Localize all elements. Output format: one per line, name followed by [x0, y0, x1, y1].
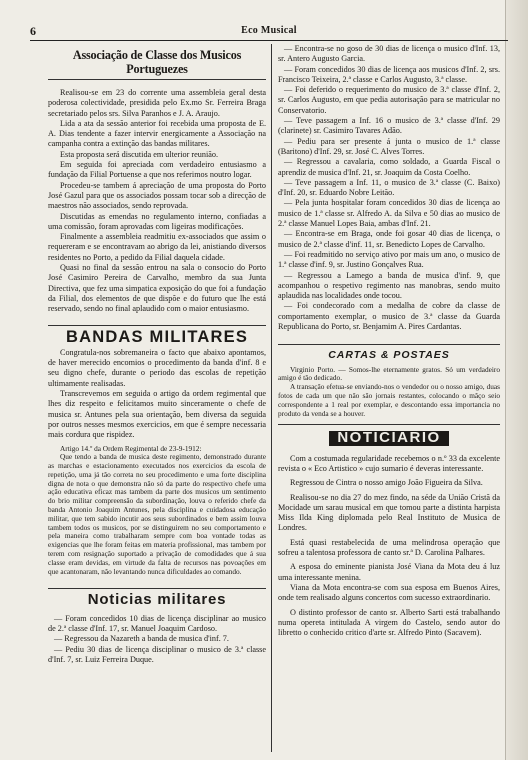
cartas-postaes-title: CARTAS & POSTAES	[278, 344, 500, 360]
cartas-paragraph: A transação efetua-se enviando-nos o vendedor ou o nosso amigo, duas fotos de cada um que não são jornais restantes, colocando o mãço seio correspondente a 1 real por exemplar, e descontando essa importancia no produto da venda se a houver.	[278, 382, 500, 418]
mil-item: — Encontra-se em Braga, onde foi gosar 40 dias de licença, o musico de 2.ª classe d'inf. 11, sr. Benedicto Lopes de Carvalho.	[278, 229, 500, 249]
mil-item: — Teve passagem a Inf. 11, o musico de 3.ª classe (C. Baixo) d'Inf. 20, sr. Eduardo Nobre Leitão.	[278, 177, 500, 198]
ordem-heading: Artigo 14.º da Ordem Regimental de 23-9-1912:	[60, 443, 202, 453]
page-header	[30, 22, 508, 41]
noticiario-paragraph: Com a costumada regularidade recebemos o n.º 33 da excelente revista o « Eco Artistico » cujo sumario é deveras interessante.	[278, 453, 500, 473]
mil-item: — Foi condecorado com a medalha de cobre da classe de comportamento exemplar, o musico de 3.ª classe da Guarda Republicana do Porto, sr. Benjamim A. Pires Cardantas.	[278, 301, 500, 332]
next-page-edge	[505, 0, 528, 760]
mil-item: — Encontra-se no goso de 30 dias de licença o musico d'Inf. 13, sr. Antero Augusto Garcia.	[278, 44, 500, 64]
assoc-paragraph: Procedeu-se tambem á apreciação de uma proposta do Porto José Gazul para que os associados possam tocar sob a direcção de maestros não associados, sendo reprovada.	[48, 180, 266, 211]
assoc-paragraph: Esta proposta será discutida em ulterior reunião.	[60, 149, 219, 159]
right-column	[278, 44, 500, 638]
noticias-militares-title: Noticias militares	[48, 588, 266, 605]
ordem-text: Que tendo a banda de musica deste regimento, demonstrado durante as marchas e estacionamento executados nos exercicios da escola de repetição, uma já tão correta no seu procedimento e uma forte disciplina digna de nota o que demonstra não só da parte do respectivo chefe uma ação educativa eficaz mas tambem da parte dos musicos um sentimento do brio militar compreensão da subordinação, louva o referido chefe da banda Antonio Joaquim Antunes, pela disciplina e cuidadosa educação militar, que tem sabido incutir aos seus subordinados e bem assim louva tambem todos os musicos, por se distinguirem no seu comportamento e pela maneira como trabalharam sempre com boa vontade todas as exigencias que lhe foram feitas em materia profissional, mas tambem por terem com resignação suportado a privação de comodidades que á sua classe eram devidas, em virtude da falta de recursos nas povoações em que acantonaram, não levantando nunca dificuldades ao comando.	[48, 452, 266, 576]
assoc-paragraph: Discutidas as emendas no regulamento interno, confiadas a uma comissão, foram aprovadas com ligeiras modificações.	[48, 211, 266, 231]
noticiario-paragraph: Realisou-se no dia 27 do mez findo, na séde da União Cristã da Mocidade um sarau musical em que tomou parte a distinta harpista Miss Ilda King diplomada pelo Real Instituto de Musica de Londres.	[278, 492, 500, 533]
bandas-paragraph: Transcrevemos em seguida o artigo da ordem regimental que lhes diz respeito e felicitamos muito sinceramente o chefe de musica sr. Antunes pela sua orientação, bem diversa da seguida por outros nesses mesmos exercicios, em que é sempre necessaria mais cordura que rispidez.	[48, 389, 266, 440]
mil-item: — Regressou a cavalaria, como soldado, a Guarda Fiscal o aprendiz de musica d'Inf. 21, sr. Joaquim da Costa Coelho.	[278, 157, 500, 177]
militares-item: — Regressou da Nazareth a banda de musica d'inf. 7.	[54, 634, 229, 644]
bandas-paragraph: Congratula-nos sobremaneira o facto que abaixo apontamos, de haver merecido encomios o procedimento da banda d'inf. 8 e seu digno chefe, durante o periodo das escolas de repetição ultimamente realisadas.	[48, 347, 266, 388]
assoc-paragraph: Em seguida foi apreciada com verdadeiro entusiasmo a fundação da Filial Portuense a que nos referimos noutro logar.	[48, 160, 266, 180]
cartas-paragraph: Virginio Porto. — Somos-lhe eternamente gratos. Só um verdadeiro amigo é tão dedicado.	[278, 364, 500, 383]
page-number: 6	[30, 24, 36, 38]
noticiario-paragraph: Está quasi restabelecida de uma melindrosa operação que sofreu a talentosa professora de canto sr.ª D. Carolina Palhares.	[278, 537, 500, 558]
bandas-militares-title: BANDAS MILITARES	[48, 325, 266, 342]
mil-item: — Foram concedidos 30 dias de licença aos musicos d'Inf. 2, srs. Francisco Teixeira, 2.ª classe e Carlos Augusto, 3.ª classe.	[278, 64, 500, 84]
noticiario-paragraph: A esposa do eminente pianista José Viana da Mota deu á luz uma interessante menina.	[278, 562, 500, 582]
militares-item: — Pediu 30 dias de licença disciplinar o musico de 3.ª classe d'Inf. 7, sr. Luiz Ferreira Duque.	[48, 644, 266, 664]
mil-item: — Foi deferido o requerimento do musico de 3.ª classe d'Inf. 2, sr. Carlos Augusto, em que pedia autorisação para se matricular no Conservatorio.	[278, 85, 500, 115]
left-column	[48, 44, 266, 665]
assoc-paragraph: Lida a ata da sessão anterior foi recebida uma proposta de E. A. Dias tendente a fazer intervir energicamente a Associação na campanha contra a extinção das bandas militares.	[48, 118, 266, 149]
noticiario-paragraph: Viana da Mota encontra-se com sua esposa em Buenos Aires, onde tem realisado alguns concertos com sucesso extraordinario.	[278, 582, 500, 603]
association-title: Associação de Classe dos Musicos Portuguezes	[48, 48, 266, 80]
mil-item: — Teve passagem a Inf. 16 o musico de 3.ª classe d'Inf. 29 (clarinete) sr. Casimiro Tavares Adão.	[278, 116, 500, 136]
noticiario-title: NOTICIARIO	[329, 431, 448, 445]
noticiario-paragraph: O distinto professor de canto sr. Alberto Sarti está trabalhando numa opereta intitulada A virgem do Castelo, sendo autor do libretto o conhecido critico d'arte sr. Alfredo Pinto (Sacavem).	[278, 607, 500, 638]
assoc-paragraph: Finalmente a assembleia readmitiu ex-associados que assim o requereram e se encontravam ao abrigo da lei, anistiando diversos residentes no Porto, a pedido da Filial daquela cidade.	[48, 232, 266, 262]
noticiario-paragraph: Regressou de Cintra o nosso amigo João Figueira da Silva.	[290, 478, 483, 488]
assoc-paragraph: Quasi no final da sessão entrou na sala o consocio do Porto José Casimiro Pereira de Carvalho, membro da sua Junta Directiva, que fez uma simpatica exposição do que foi a fundação da Filial, dos elementos de que dispõe e do futuro que lhe está reservado, sendo no final aplaudido com o maior entusiasmo.	[48, 263, 266, 314]
mil-item: — Foi readmitido no serviço ativo por mais um ano, o musico de 1.ª classe d'inf. 9, sr. Justino Gonçalves Rua.	[278, 249, 500, 270]
assoc-paragraph: Realisou-se em 23 do corrente uma assembleia geral desta poderosa colectividade, presidida pelo Ex.mo Sr. Ferreira Braga secretariado pelos srs. Silva Paranhos e J. A. Araujo.	[48, 88, 266, 118]
militares-item: — Foram concedidos 10 dias de licença disciplinar ao musico de 2.ª classe d'Inf. 17, sr. Manuel Joaquim Cardoso.	[48, 613, 266, 634]
mil-item: — Pediu para ser presente á junta o musico de 1.ª classe (Baritono) d'Inf. 29, sr. José C. Alves Torres.	[278, 136, 500, 156]
masthead: Eco Musical	[241, 25, 297, 36]
mil-item: — Pela junta hospitalar foram concedidos 30 dias de licença ao musico de 1.ª classe sr. Alfredo A. da Silva e 50 dias ao musico de 2.ª classe Manuel Lopes Baia, ambas d'Inf. 21.	[278, 198, 500, 229]
noticiario-header	[278, 424, 500, 445]
column-divider	[271, 44, 272, 752]
mil-item: — Regressou a Lamego a banda de musica d'inf. 9, que acompanhou o respetivo regimento nas manobras, sendo muito aplaudida nas localidades onde tocou.	[278, 270, 500, 301]
